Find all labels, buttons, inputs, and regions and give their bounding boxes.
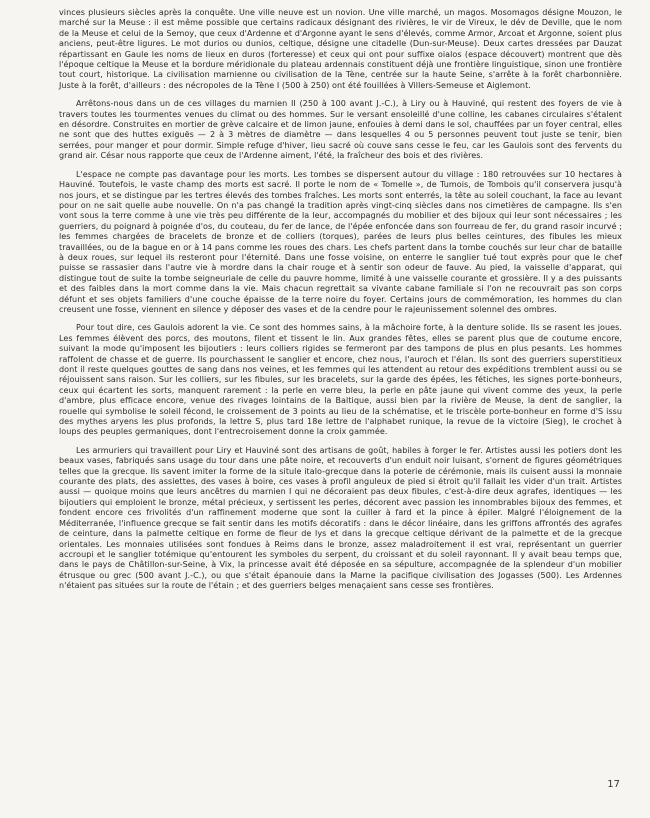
paragraph-1: vinces plusieurs siècles après la conquête. Une ville neuve est un novion. Une ville marché, un magos. Mosomagos désigne Mouzon, le marché sur la Meuse : il est même possible que certains radicaux désignant des rivières, le vir de Vireux, le dév de Deville, que le nom de la Meuse et celui de la Semoy, que ceux d'Ardenne et d'Argonne ayant le sens d'élevés, comme Armor, Arcoat et Argonne, soient plus anciens, peut-être ligures. Le mot durios ou dunios, celtique, désigne une citadelle (Dun-sur-Meuse). Deux cartes dressées par Dauzat répartissant en Gaule les noms de lieux en duros (forteresse) et ceux qui ont pour suffixe oialos (espace découvert) montrent que dès l'époque celtique la Meuse et la bordure méridionale du plateau ardennais constituent déjà une frontière linguistique, sinon une frontière tout court, historique. La civilisation marnienne ou civilisation de la Tène, centrée sur la haute Seine, s'arrête à la forêt charbonnière. Juste à la forêt, d'ailleurs : des nécropoles de la Tène I (500 à 250) ont été fouillées à Villers-Semeuse et Aiglemont. — [59, 8, 622, 90]
page-number: 17 — [607, 779, 620, 790]
body-text — [59, 8, 622, 600]
paragraph-4: Pour tout dire, ces Gaulois adorent la vie. Ce sont des hommes sains, à la mâchoire forte, à la denture solide. Ils se rasent les joues. Les femmes élèvent des porcs, des moutons, filent et tissent le lin. Aux grandes fêtes, elles se parent plus que de coutume encore, suivant la mode qu'imposent les bijoutiers : leurs colliers rigides se fermeront par des tampons de plus en plus pesants. Les hommes raffolent de chasse et de guerre. Ils pourchassent le sanglier et encore, chez nous, l'auroch et l'élan. Ils sont des guerriers superstitieux dont il reste quelques gouttes de sang dans nos veines, et les femmes qui les attendent au retour des expéditions tremblent aussi ou se réjouissent sans raison. Sur les colliers, sur les fibules, sur les bracelets, sur la garde des épées, les fétiches, les signes porte-bonheurs, ceux qui écartent les sorts, manquent rarement : la perle en verre bleu, la perle en pâte jaune qui vivent comme des yeux, la perle d'ambre, plus efficace encore, venue des rivages lointains de la Baltique, aussi bien par la rivière de Meuse, la dent de sanglier, la rouelle qui symbolise le soleil fécond, le croissement de 3 points au lieu de la schématise, et le triscèle porte-bonheur en forme d'S issu des mythes aryens les plus profonds, la lettre S, plus tard 18e lettre de l'alphabet runique, la revue de la victoire (Sieg), le crochet à loups des peuples germaniques, dont l'entrecroisement donne la croix gammée. — [59, 323, 622, 437]
paragraph-2: Arrêtons-nous dans un de ces villages du marnien II (250 à 100 avant J.-C.), à Liry ou à Hauviné, qui restent des foyers de vie à travers toutes les tourmentes venues du climat ou des hommes. Sur le versant ensoleillé d'une colline, les cabanes circulaires s'étalent en désordre. Construites en mortier de grève calcaire et de limon jaune, enfouies à demi dans le sol, chauffées par un foyer central, elles ne sont que des huttes exiguës — 2 à 3 mètres de diamètre — dans lesquelles 4 ou 5 personnes peuvent tout juste se tenir, bien serrées, pour manger et pour dormir. Simple refuge d'hiver, lieu sacré où couve sans cesse le feu, car les Gaulois sont des fervents du grand air. César nous rapporte que ceux de l'Ardenne aiment, l'été, la fraîcheur des bois et des rivières. — [59, 99, 622, 161]
paragraph-5: Les armuriers qui travaillent pour Liry et Hauviné sont des artisans de goût, habiles à forger le fer. Artistes aussi les potiers dont les beaux vases, fabriqués sans usage du tour dans une pâte noire, et recouverts d'un enduit noir luisant, s'ornent de figures géométriques telles que la grecque. Ils savent imiter la forme de la situle italo-grecque dans la poterie de cérémonie, mais ils cuisent aussi la monnaie courante des plats, des assiettes, des vases à boire, ces vases à profil anguleux de pied si étroit qu'il fallait les vider d'un trait. Artistes aussi — quoique moins que leurs ancêtres du marnien I qui ne décoraient pas deux fibules, c'est-à-dire deux agrafes, identiques — les bijoutiers qui emploient le bronze, métal précieux, y sertissent les perles, décorent avec passion les innombrables bijoux des femmes, et fondent encore ces frivolités d'un raffinement moderne que sont la cuiller à fard et la pince à épiler. Malgré l'éloignement de la Méditerranée, l'influence grecque se fait sentir dans les motifs décoratifs : dans le décor linéaire, dans les griffons affrontés des agrafes de ceinture, dans la palmette celtique en forme de fleur de lys et dans la grecque celtique dérivant de la palmette et de la grecque orientales. Les monnaies utilisées sont fondues à Reims dans le bronze, assez maladroitement il est vrai, représentant un guerrier accroupi et le sanglier totémique qu'entourent les symboles du serpent, du croissant et du soleil rayonnant. Il y avait beau temps que, dans le pays de Châtillon-sur-Seine, à Vix, la princesse avait été déposée en sa sépulture, accompagnée de la splendeur d'un mobilier étrusque ou grec (500 avant J.-C.), ou que s'était épanouie dans la Marne la pacifique civilisation des Jogasses (500). Les Ardennes n'étaient pas situées sur la route de l'étain ; et des guerriers belges menaçaient sans cesse ses frontières. — [59, 445, 622, 591]
paragraph-3: L'espace ne compte pas davantage pour les morts. Les tombes se dispersent autour du village : 180 retrouvées sur 10 hectares à Hauviné. Toutefois, le vaste champ des morts est sacré. Il porte le nom de « Tomelle », de Tumois, de Tombois qu'il conservera jusqu'à nos jours, et se distingue par les tertres élevés des tombes fraîches. Les morts sont enterrés, la tête au soleil couchant, la face au levant pour on ne sait quelle aube nouvelle. On n'a pas changé la tradition après vingt-cinq siècles dans nos cimetières de campagne. Ils s'en vont sous la terre comme à une vie très peu différente de la leur, accompagnés du mobilier et des bijoux qui leur sont nécessaires ; les guerriers, du poignard à poignée d'os, du couteau, du fer de lance, de l'épée enfoncée dans son fourreau de fer, du grand rasoir incurvé ; les femmes chargées de bracelets de bronze et de colliers (torques), parées de leurs plus belles ceintures, des fibules les mieux travaillées, ou de la bague en or à 14 pans comme les roues des chars. Les chefs partent dans la tombe couchés sur leur char de bataille à deux roues, sur lequel ils resteront pour l'éternité. Dans une fosse voisine, on enterre le sanglier tué tout exprès pour que le chef puisse se rassasier dans l'autre vie à mordre dans la chair rouge et à sentir son odeur de fauve. Au pied, la vaisselle d'apparat, qui distingue tout de suite la tombe seigneuriale de celle du pauvre homme, limité à une vaisselle courante et grossière. Il y a des puissants et des faibles dans la mort comme dans la vie. Mais chacun regrettait sa vivante cabane familiale si l'on ne recouvrait pas son corps défunt et ses objets familiers d'une couche épaisse de la terre noire du foyer. Certains jours de commémoration, les hommes du clan creusent une fosse, viennent en silence y déposer des vases et de la cendre pour le rajeunissement solennel des ombres. — [59, 169, 622, 314]
